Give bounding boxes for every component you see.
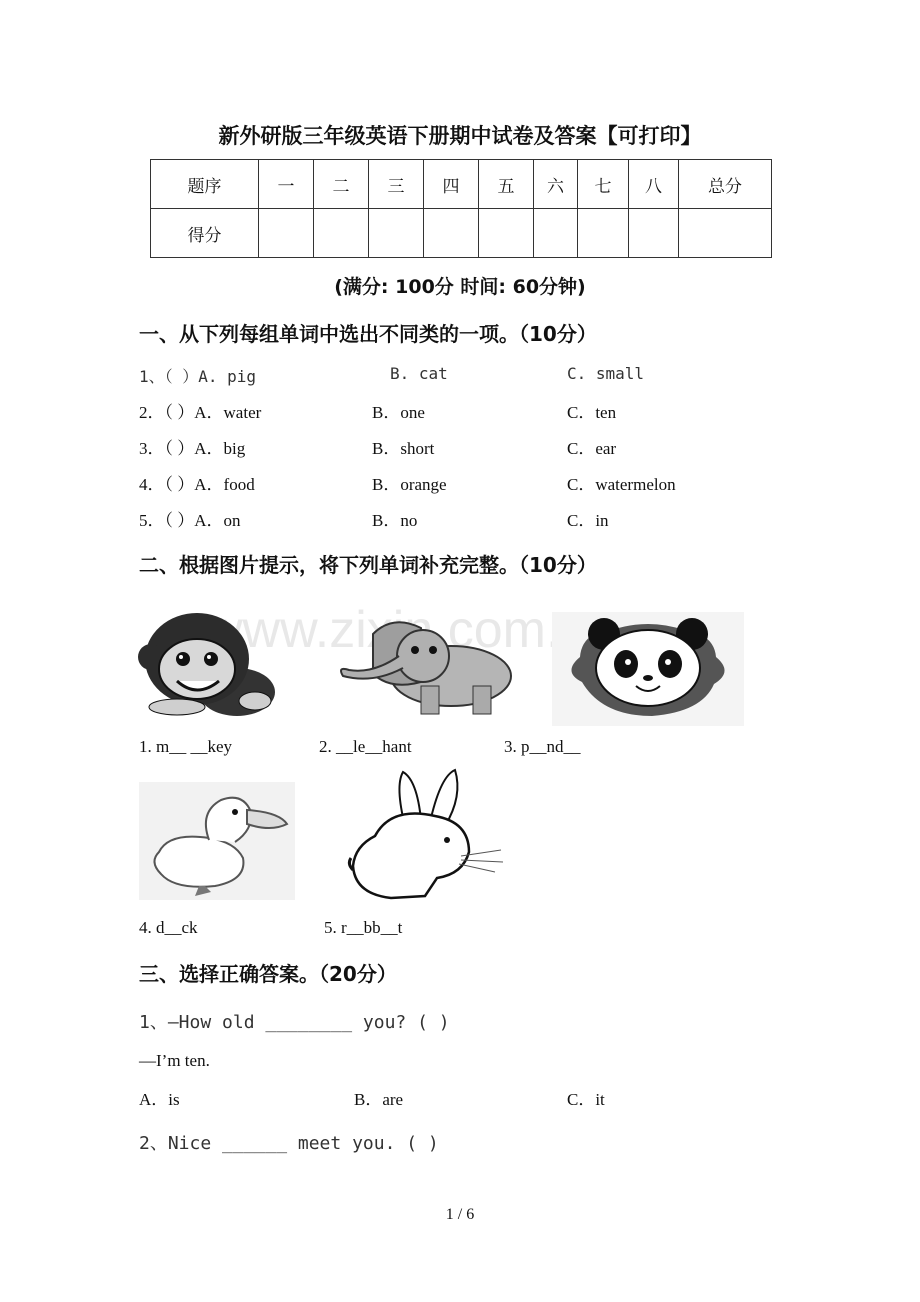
score-header-cell: 六 — [534, 160, 578, 209]
score-header-cell: 七 — [578, 160, 629, 209]
word-label-duck: 4. d__ck — [139, 918, 198, 937]
q3-1-answer: —I’m ten. — [139, 1051, 210, 1070]
word-label-panda: 3. p__nd__ — [504, 737, 581, 756]
score-table-header-row — [151, 160, 772, 209]
q2-option-c: C．ten — [567, 403, 617, 422]
panda-icon — [552, 612, 744, 726]
section3-heading: 三、选择正确答案。（20分） — [139, 962, 397, 986]
q3-1-option-c: C．it — [567, 1090, 605, 1109]
score-cell — [534, 209, 578, 258]
score-header-cell: 题序 — [151, 160, 259, 209]
rabbit-icon — [345, 766, 507, 908]
q3-1-question: 1、—How old ________ you? ( ) — [139, 1012, 450, 1033]
score-cell — [679, 209, 772, 258]
q5-option-c: C．in — [567, 511, 609, 530]
q3-1-option-a: A．is — [139, 1090, 180, 1109]
score-cell — [629, 209, 679, 258]
duck-icon — [139, 782, 295, 900]
score-cell — [578, 209, 629, 258]
q3-option-b: B．short — [372, 439, 435, 458]
q3-option-a: 3．（ ）A．big — [139, 439, 246, 458]
page-number: 1 / 6 — [445, 1206, 475, 1223]
q5-option-a: 5．（ ）A．on — [139, 511, 241, 530]
score-table — [150, 159, 772, 258]
section2-heading: 二、根据图片提示，将下列单词补充完整。（10分） — [139, 553, 597, 577]
score-row-label: 得分 — [151, 209, 259, 258]
score-header-cell: 八 — [629, 160, 679, 209]
score-header-cell: 一 — [259, 160, 314, 209]
q4-option-c: C．watermelon — [567, 475, 676, 494]
score-cell — [259, 209, 314, 258]
word-label-rabbit: 5. r__bb__t — [324, 918, 403, 937]
score-cell — [424, 209, 479, 258]
q3-option-c: C．ear — [567, 439, 617, 458]
q3-2-question: 2、Nice ______ meet you. ( ) — [139, 1133, 439, 1154]
score-header-cell: 总分 — [679, 160, 772, 209]
page-title: 新外研版三年级英语下册期中试卷及答案【可打印】 — [218, 124, 702, 148]
score-header-cell: 二 — [314, 160, 369, 209]
q3-1-option-b: B．are — [354, 1090, 404, 1109]
score-table-score-row — [151, 209, 772, 258]
monkey-icon — [137, 607, 277, 719]
q1-option-a: 1、（ ）A. pig — [139, 367, 257, 386]
score-header-cell: 四 — [424, 160, 479, 209]
q4-option-b: B．orange — [372, 475, 447, 494]
q1-option-c: C. small — [567, 364, 645, 383]
q2-option-a: 2．（ ）A．water — [139, 403, 262, 422]
elephant-icon — [333, 614, 518, 718]
q2-option-b: B．one — [372, 403, 425, 422]
q1-option-b: B. cat — [390, 364, 448, 383]
exam-meta: (满分: 100分 时间: 60分钟) — [334, 276, 586, 298]
score-header-cell: 五 — [479, 160, 534, 209]
score-cell — [314, 209, 369, 258]
word-label-monkey: 1. m__ __key — [139, 737, 233, 756]
section1-heading: 一、从下列每组单词中选出不同类的一项。（10分） — [139, 322, 597, 346]
q4-option-a: 4．（ ）A．food — [139, 475, 255, 494]
score-cell — [479, 209, 534, 258]
score-cell — [369, 209, 424, 258]
score-header-cell: 三 — [369, 160, 424, 209]
word-label-elephant: 2. __le__hant — [319, 737, 412, 756]
q5-option-b: B．no — [372, 511, 418, 530]
